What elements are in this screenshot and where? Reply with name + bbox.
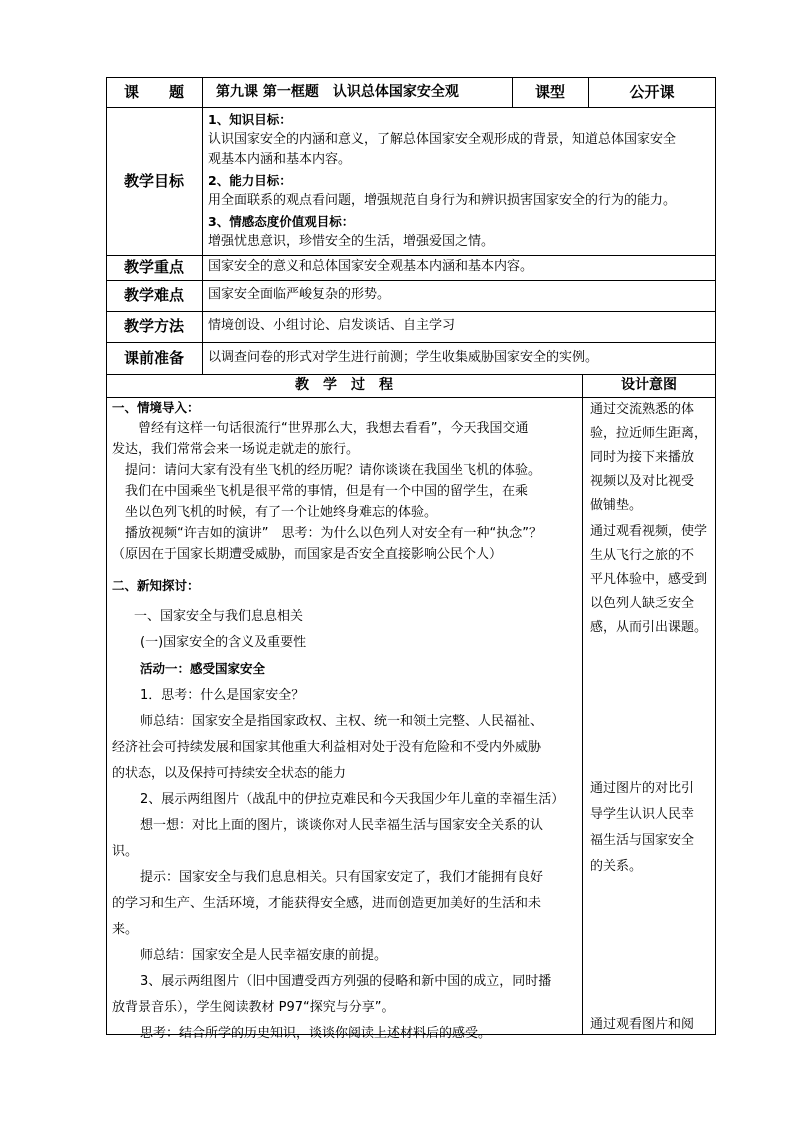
goal-line: 3、情感态度价值观目标： bbox=[208, 214, 355, 229]
intent-line: 感，从而引出课题。 bbox=[590, 620, 708, 635]
process-line: （原因在于国家长期遭受威胁，而国家是否安全直接影响公民个人） bbox=[112, 547, 503, 562]
topic-value: 第九课 第一框题 认识总体国家安全观 bbox=[216, 84, 459, 100]
intent-note bbox=[590, 398, 714, 518]
row-divider bbox=[106, 107, 716, 108]
type-label: 课型 bbox=[534, 83, 565, 101]
difficulty-label: 教学难点 bbox=[123, 286, 184, 304]
process-line: 来。 bbox=[112, 922, 139, 937]
process-line: 的学习和生产、生活环境，才能获得安全感，进而创造更加美好的生活和未 bbox=[112, 896, 542, 911]
process-line: 3、展示两组图片（旧中国遭受西方列强的侵略和新中国的成立，同时播 bbox=[140, 974, 552, 989]
process-line: 活动一：感受国家安全 bbox=[140, 661, 266, 676]
intent-title: 设计意图 bbox=[621, 377, 677, 393]
process-line: 播放视频“许吉如的演讲” 思考：为什么以色列人对安全有一种“执念”？ bbox=[112, 526, 542, 541]
method-label: 教学方法 bbox=[123, 317, 184, 335]
intent-line: 验，拉近师生距离， bbox=[590, 426, 708, 441]
intent-note bbox=[590, 776, 714, 880]
process-line: 我们在中国乘坐飞机是很平常的事情，但是有一个中国的留学生，在乘 bbox=[112, 484, 529, 499]
process-line: 曾经有这样一句话很流行“世界那么大，我想去看看”，今天我国交通 bbox=[112, 421, 529, 436]
process-line: 坐以色列飞机的时候，有了一个让她终身难忘的体验。 bbox=[112, 505, 438, 520]
intent-line: 通过观看图片和阅 bbox=[590, 1017, 695, 1032]
goal-line: 观基本内涵和基本内容。 bbox=[208, 152, 352, 167]
goal-line: 认识国家安全的内涵和意义，了解总体国家安全观形成的背景，知道总体国家安全 bbox=[208, 132, 677, 147]
process-line: 提示：国家安全与我们息息相关。只有国家安定了，我们才能拥有良好 bbox=[140, 870, 544, 885]
intent-line: 导学生认识人民幸 bbox=[590, 807, 695, 822]
process-line: 一、国家安全与我们息息相关 bbox=[134, 609, 304, 624]
intent-line: 平凡体验中，感受到 bbox=[590, 572, 708, 587]
key-point-label: 教学重点 bbox=[123, 258, 184, 276]
intent-line: 生从飞行之旅的不 bbox=[590, 548, 695, 563]
row-divider bbox=[106, 311, 716, 312]
col-divider bbox=[202, 77, 203, 375]
intent-line: 视频以及对比视受 bbox=[590, 474, 695, 489]
intent-line: 通过交流熟悉的体 bbox=[590, 402, 695, 417]
process-line: 1．思考：什么是国家安全？ bbox=[140, 688, 305, 703]
goals-label: 教学目标 bbox=[123, 172, 184, 190]
method-value: 情境创设、小组讨论、启发谈话、自主学习 bbox=[208, 318, 456, 333]
process-line: 2、展示两组图片（战乱中的伊拉克难民和今天我国少年儿童的幸福生活） bbox=[140, 792, 565, 807]
type-value: 公开课 bbox=[629, 83, 675, 101]
col-divider bbox=[582, 374, 583, 1035]
intent-line: 同时为接下来播放 bbox=[590, 450, 695, 465]
difficulty-value: 国家安全面临严峻复杂的形势。 bbox=[208, 287, 391, 302]
intent-note bbox=[590, 1013, 714, 1037]
process-line: 提问：请问大家有没有坐飞机的经历呢？请你谈谈在我国坐飞机的体验。 bbox=[112, 463, 542, 478]
row-divider bbox=[106, 255, 716, 256]
prep-value: 以调查问卷的形式对学生进行前测；学生收集威胁国家安全的实例。 bbox=[208, 350, 599, 365]
process-line: 师总结：国家安全是人民幸福安康的前提。 bbox=[140, 948, 388, 963]
process-line: 想一想：对比上面的图片，谈谈你对人民幸福生活与国家安全关系的认 bbox=[140, 818, 544, 833]
intent-line: 以色列人缺乏安全 bbox=[590, 596, 695, 611]
process-line: 二、新知探讨： bbox=[112, 578, 200, 593]
goal-line: 用全面联系的观点看问题，增强规范自身行为和辨识损害国家安全的行为的能力。 bbox=[208, 193, 677, 208]
intent-line: 福生活与国家安全 bbox=[590, 833, 695, 848]
intent-line: 通过图片的对比引 bbox=[590, 781, 695, 796]
goal-line: 1、知识目标： bbox=[208, 112, 292, 127]
row-divider bbox=[106, 280, 716, 281]
key-point-value: 国家安全的意义和总体国家安全观基本内涵和基本内容。 bbox=[208, 259, 534, 274]
intent-line: 通过观看视频，使学 bbox=[590, 524, 708, 539]
goal-line: 2、能力目标： bbox=[208, 173, 292, 188]
process-line: 的状态，以及保持可持续安全状态的能力 bbox=[112, 766, 347, 781]
intent-note bbox=[590, 520, 714, 640]
process-line: 一、情境导入： bbox=[112, 400, 200, 415]
process-line: 发达，我们常常会来一场说走就走的旅行。 bbox=[112, 442, 360, 457]
goal-line: 增强忧患意识，珍惜安全的生活，增强爱国之情。 bbox=[208, 234, 495, 249]
process-line: (一)国家安全的含义及重要性 bbox=[140, 635, 307, 650]
prep-label: 课前准备 bbox=[123, 349, 184, 367]
process-line: 放背景音乐），学生阅读教材 P97“探究与分享”。 bbox=[112, 1000, 395, 1015]
process-title: 教 学 过 程 bbox=[295, 377, 393, 393]
process-line: 师总结：国家安全是指国家政权、主权、统一和领土完整、人民福祉、 bbox=[140, 714, 544, 729]
process-line: 识。 bbox=[112, 844, 139, 859]
process-line: 经济社会可持续发展和国家其他重大利益相对处于没有危险和不受内外威胁 bbox=[112, 740, 542, 755]
row-divider bbox=[106, 342, 716, 343]
process-line: 思考：结合所学的历史知识，谈谈你阅读上述材料后的感受。 bbox=[140, 1026, 492, 1041]
intent-line: 的关系。 bbox=[590, 859, 643, 874]
topic-label: 课 题 bbox=[123, 83, 184, 101]
intent-line: 做铺垫。 bbox=[590, 498, 643, 513]
